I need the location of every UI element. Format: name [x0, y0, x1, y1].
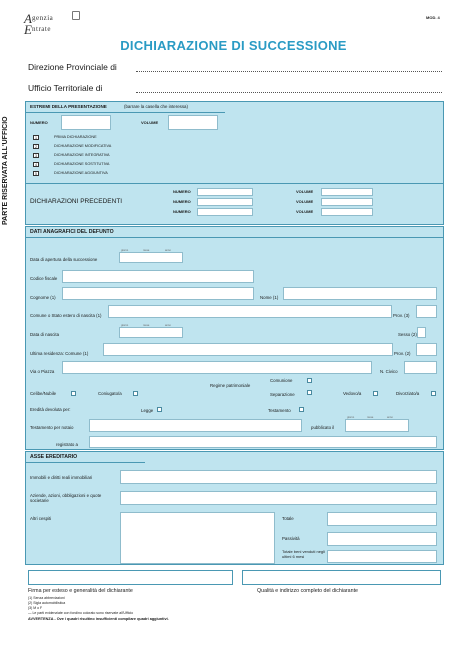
comunione-label: Comunione	[270, 378, 293, 383]
aziende-label: Aziende, azioni, obbligazioni e quote societarie	[30, 493, 102, 504]
prec-volume-label-3: VOLUME	[296, 209, 314, 214]
passivita-label: Passività	[282, 536, 300, 541]
celibe-checkbox[interactable]	[71, 391, 76, 396]
totale-field[interactable]	[327, 512, 437, 526]
volume-field[interactable]	[168, 115, 218, 130]
via-field[interactable]	[62, 361, 372, 374]
defunto-heading-rule	[25, 237, 444, 238]
pubblicato-day-sub: giorno	[347, 416, 355, 419]
ufficio-label: Ufficio Territoriale di	[28, 83, 103, 93]
nascita-month-sub: mese	[143, 324, 150, 327]
comune-nascita-label: Comune o Stato estero di nascita (1)	[30, 313, 102, 318]
data-nascita-field[interactable]	[119, 327, 183, 338]
nascita-year-sub: anno	[165, 324, 171, 327]
option-num-2[interactable]: 2	[35, 145, 37, 149]
ufficio-field[interactable]	[136, 92, 442, 93]
model-code: MOD. 4	[426, 15, 440, 20]
pubblicato-year-sub: anno	[387, 416, 393, 419]
civico-label: N. Civico	[380, 369, 398, 374]
comune-nascita-field[interactable]	[108, 305, 392, 318]
option-label-2: DICHIARAZIONE MODIFICATIVA	[54, 144, 112, 148]
immobili-label: Immobili e diritti reali immobiliari	[30, 475, 93, 480]
pubblicato-label: pubblicato il	[311, 425, 335, 430]
footnote-1: (1) Senza abbreviazioni	[28, 596, 65, 600]
nascita-day-sub: giorno	[121, 324, 129, 327]
asse-heading-rule	[25, 462, 145, 463]
legge-checkbox[interactable]	[157, 407, 162, 412]
ultima-residenza-label: Ultima residenza: Comune (1)	[30, 351, 89, 356]
prec-volume-label-1: VOLUME	[296, 189, 314, 194]
apertura-month-sub: mese	[143, 249, 150, 252]
prec-numero-label-2: NUMERO	[173, 199, 191, 204]
estremi-note: (barrare la casella che interessa)	[124, 104, 188, 109]
codice-fiscale-field[interactable]	[62, 270, 254, 283]
divorziato-checkbox[interactable]	[431, 391, 436, 396]
apertura-date-field[interactable]	[119, 252, 183, 263]
nome-label: Nome (1)	[260, 295, 279, 300]
apertura-label: Data di apertura della successione	[30, 257, 98, 262]
coniugato-label: Coniugato/a	[98, 391, 122, 396]
logo-text-line1: genzia	[32, 14, 54, 22]
registrato-field[interactable]	[89, 436, 437, 448]
totale-beni-label: Totale beni venduti negli ultimi 6 mesi	[282, 549, 325, 559]
coniugato-checkbox[interactable]	[133, 391, 138, 396]
side-label: PARTE RISERVATA ALL'UFFICIO	[2, 116, 9, 225]
option-num-4[interactable]: 4	[35, 163, 37, 167]
logo-emblem-icon	[72, 11, 80, 20]
footnote-4: — Le parti evidenziate con fondino colorato sono riservate all'Ufficio	[28, 611, 134, 615]
separazione-checkbox[interactable]	[307, 390, 312, 395]
volume-label: VOLUME	[141, 120, 159, 125]
firma-field[interactable]	[28, 570, 233, 585]
option-num-3[interactable]: 3	[35, 154, 37, 158]
testamento-label: Testamento	[268, 408, 291, 413]
prec-volume-field-2[interactable]	[321, 198, 373, 206]
divorziato-label: Divorziato/a	[396, 391, 420, 396]
qualita-label: Qualità e indirizzo completo del dichiarante	[257, 588, 358, 594]
testamento-checkbox[interactable]	[299, 407, 304, 412]
estremi-heading: ESTREMI DELLA PRESENTAZIONE	[30, 104, 107, 109]
civico-field[interactable]	[404, 361, 437, 374]
aziende-field[interactable]	[120, 491, 437, 505]
option-label-3: DICHIARAZIONE INTEGRATIVA	[54, 153, 110, 157]
defunto-heading: DATI ANAGRAFICI DEL DEFUNTO	[30, 229, 114, 235]
nome-field[interactable]	[283, 287, 437, 300]
logo-text-line2: ntrate	[32, 25, 51, 33]
regime-label: Regime patrimoniale	[210, 383, 251, 388]
prov-residenza-field[interactable]	[416, 343, 437, 356]
footnote-avvertenza: AVVERTENZA - Ove i quadri risultino insufficienti compilare quadri aggiuntivi.	[28, 617, 169, 621]
registrato-label: registrato a	[56, 442, 78, 447]
testamento-notaio-field[interactable]	[89, 419, 302, 432]
prec-numero-field-3[interactable]	[197, 208, 253, 216]
sesso-field[interactable]	[417, 327, 426, 338]
prov-3-label: Prov. (3)	[393, 313, 410, 318]
prec-volume-label-2: VOLUME	[296, 199, 314, 204]
apertura-year-sub: anno	[165, 249, 171, 252]
altri-cespiti-label: Altri cespiti	[30, 516, 52, 521]
codice-fiscale-label: Codice fiscale	[30, 276, 58, 281]
footnote-3: (3) M o F	[28, 606, 43, 610]
option-label-4: DICHIARAZIONE SOSTITUTIVA	[54, 162, 110, 166]
precedenti-rule	[25, 183, 444, 184]
celibe-label: Celibe/Nubile	[30, 391, 57, 396]
option-label-1: PRIMA DICHIARAZIONE	[54, 135, 97, 139]
direzione-label: Direzione Provinciale di	[28, 62, 117, 72]
cognome-label: Cognome (1)	[30, 295, 56, 300]
comunione-checkbox[interactable]	[307, 378, 312, 383]
option-num-5[interactable]: 5	[35, 172, 37, 176]
via-label: Via o Piazza	[30, 369, 55, 374]
direzione-field[interactable]	[136, 71, 442, 72]
passivita-field[interactable]	[327, 532, 437, 546]
altri-cespiti-field[interactable]	[120, 512, 275, 564]
pubblicato-date-field[interactable]	[345, 419, 409, 432]
estremi-heading-rule	[25, 112, 225, 113]
agenzia-logo: A genzia E ntrate	[24, 11, 94, 33]
footnote-2: (2) Sigla automobilistica	[28, 601, 66, 605]
prec-volume-field-1[interactable]	[321, 188, 373, 196]
qualita-field[interactable]	[242, 570, 441, 585]
firma-label: Firma per esteso e generalità del dichiarante	[28, 588, 133, 594]
prec-numero-field-2[interactable]	[197, 198, 253, 206]
eredita-label: Eredità devoluta per:	[30, 407, 71, 412]
apertura-day-sub: giorno	[121, 249, 129, 252]
pubblicato-month-sub: mese	[367, 416, 374, 419]
totale-label: Totale	[282, 516, 294, 521]
vedovo-checkbox[interactable]	[373, 391, 378, 396]
legge-label: Legge	[141, 408, 154, 413]
option-label-5: DICHIARAZIONE AGGIUNTIVA	[54, 171, 108, 175]
ultima-residenza-field[interactable]	[103, 343, 393, 356]
prec-volume-field-3[interactable]	[321, 208, 373, 216]
prov-nascita-field[interactable]	[416, 305, 437, 318]
cognome-field[interactable]	[62, 287, 254, 300]
page-title: DICHIARAZIONE DI SUCCESSIONE	[120, 38, 347, 53]
separazione-label: Separazione	[270, 392, 295, 397]
precedenti-label: DICHIARAZIONI PRECEDENTI	[30, 198, 123, 205]
prec-numero-field-1[interactable]	[197, 188, 253, 196]
prec-numero-label-3: NUMERO	[173, 209, 191, 214]
numero-label: NUMERO	[30, 120, 48, 125]
prec-numero-label-1: NUMERO	[173, 189, 191, 194]
totale-beni-field[interactable]	[327, 550, 437, 563]
option-num-1[interactable]: 1	[35, 136, 37, 140]
asse-heading: ASSE EREDITARIO	[30, 454, 78, 460]
immobili-field[interactable]	[120, 470, 437, 484]
sesso-label: Sesso (2)	[398, 332, 417, 337]
vedovo-label: Vedovo/a	[343, 391, 362, 396]
data-nascita-label: Data di nascita	[30, 332, 60, 337]
prov-2-label: Prov. (2)	[394, 351, 411, 356]
numero-field[interactable]	[61, 115, 111, 130]
testamento-notaio-label: Testamento per notaio	[30, 425, 74, 430]
